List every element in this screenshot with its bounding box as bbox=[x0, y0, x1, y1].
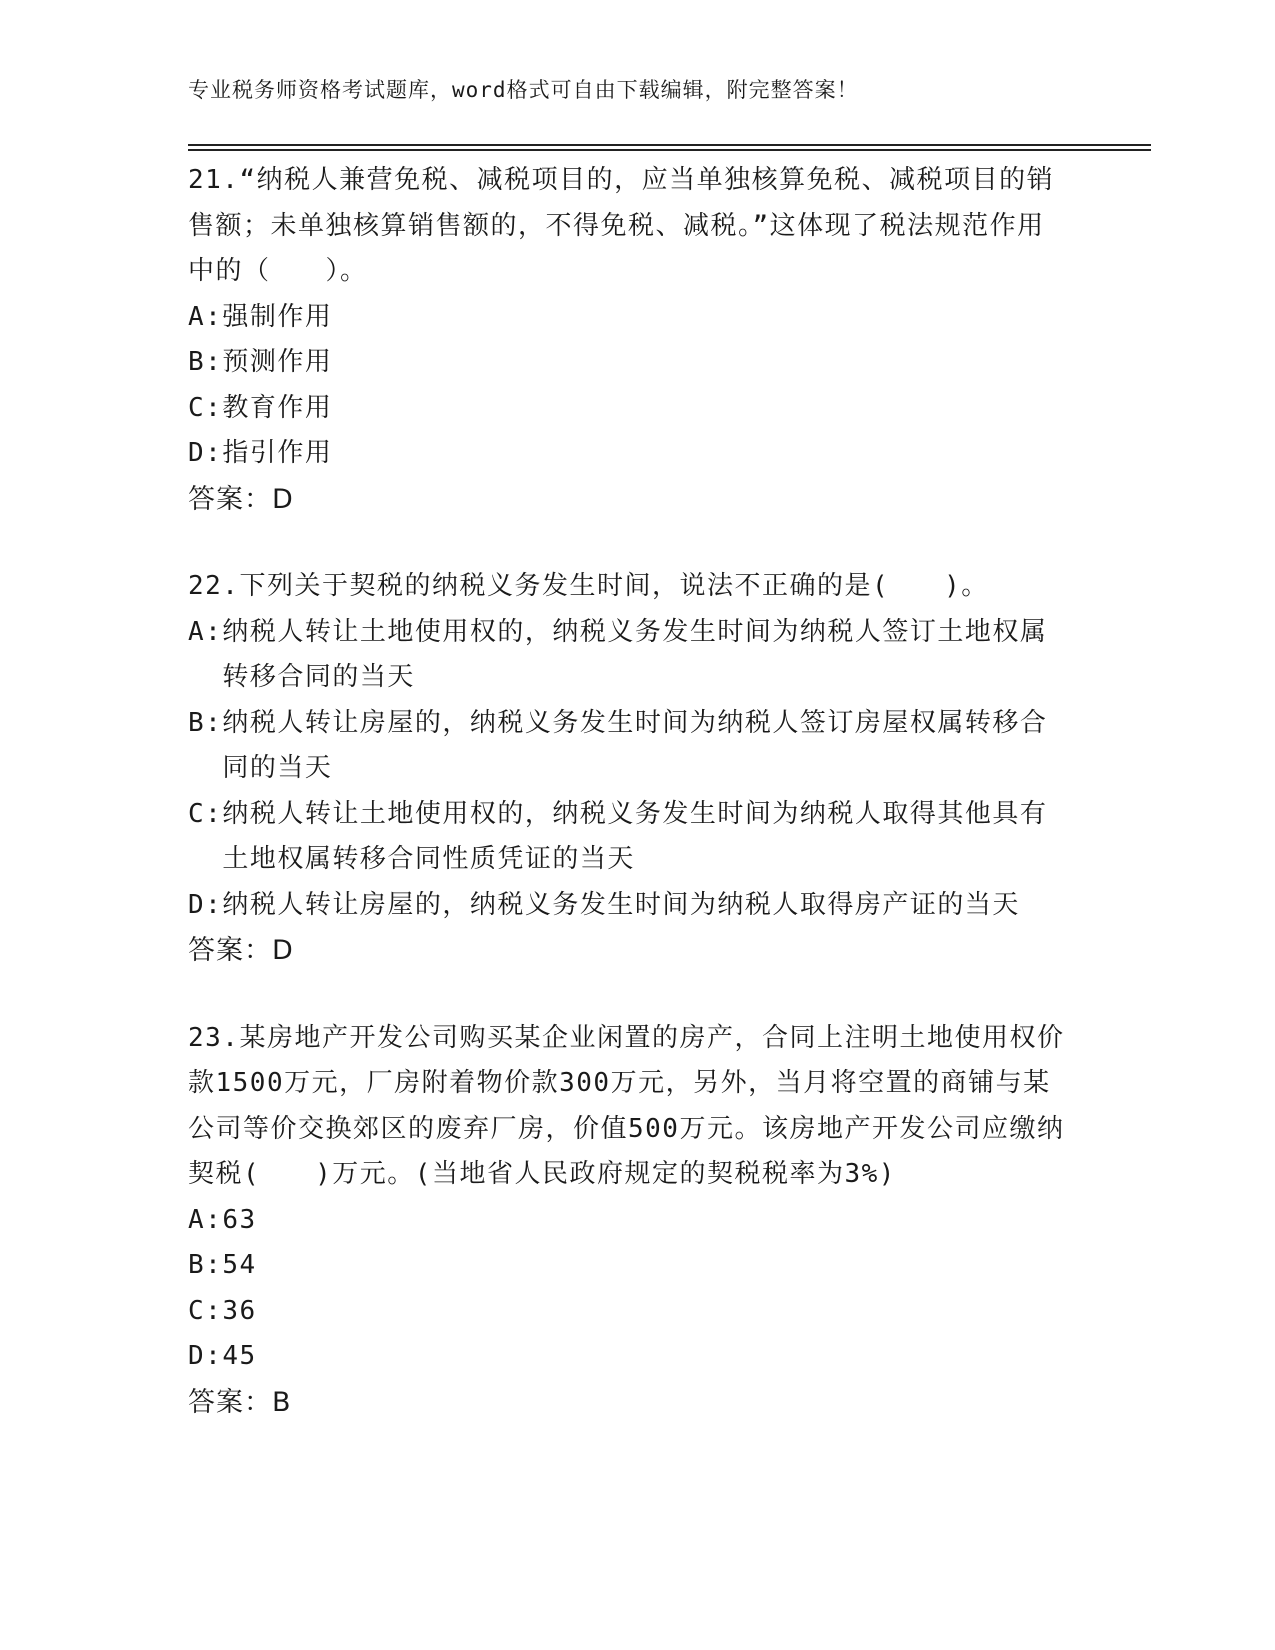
header-rule-bottom bbox=[188, 149, 1151, 151]
option-a bbox=[188, 295, 1068, 341]
question-stem: 22.下列关于契税的纳税义务发生时间，说法不正确的是( )。 bbox=[188, 571, 989, 601]
option-c bbox=[188, 386, 1068, 432]
option-text: 纳税人转让土地使用权的，纳税义务发生时间为纳税人签订土地权属转移合同的当天 bbox=[222, 616, 1048, 692]
question-22 bbox=[188, 564, 1068, 974]
option-text: 36 bbox=[222, 1295, 257, 1326]
option-c bbox=[188, 1289, 1068, 1335]
question-list bbox=[188, 158, 1068, 1467]
option-text: 45 bbox=[222, 1341, 257, 1371]
option-text: 54 bbox=[222, 1250, 257, 1280]
answer-line: 答案：D bbox=[188, 483, 294, 515]
question-21 bbox=[188, 158, 1068, 522]
option-list bbox=[188, 610, 1068, 929]
option-b bbox=[188, 1243, 1068, 1289]
option-letter: C: bbox=[188, 798, 223, 829]
option-c bbox=[188, 792, 1068, 883]
option-letter: A: bbox=[188, 616, 223, 647]
option-letter: D: bbox=[188, 1341, 223, 1371]
option-text: 教育作用 bbox=[222, 392, 333, 423]
option-letter: D: bbox=[188, 889, 223, 920]
option-letter: B: bbox=[188, 1250, 223, 1280]
option-text: 纳税人转让房屋的，纳税义务发生时间为纳税人签订房屋权属转移合同的当天 bbox=[222, 707, 1048, 783]
option-b bbox=[188, 340, 1068, 386]
option-text: 指引作用 bbox=[222, 438, 333, 468]
option-text: 纳税人转让土地使用权的，纳税义务发生时间为纳税人取得其他具有土地权属转移合同性质凭证的当天 bbox=[222, 798, 1048, 874]
option-list bbox=[188, 1198, 1068, 1380]
question-stem: 21.“纳税人兼营免税、减税项目的，应当单独核算免税、减税项目的销售额；未单独核算销售额的，不得免税、减税。”这体现了税法规范作用中的（ ）。 bbox=[188, 165, 1055, 286]
option-b bbox=[188, 701, 1068, 792]
question-23 bbox=[188, 1016, 1068, 1426]
page-header: 专业税务师资格考试题库，word格式可自由下载编辑，附完整答案！ bbox=[188, 78, 859, 102]
option-a bbox=[188, 1198, 1068, 1244]
option-a bbox=[188, 610, 1068, 701]
option-text: 强制作用 bbox=[222, 301, 333, 332]
option-d bbox=[188, 883, 1068, 929]
option-list bbox=[188, 295, 1068, 477]
answer-line: 答案：D bbox=[188, 935, 294, 966]
option-d bbox=[188, 1334, 1068, 1380]
option-letter: B: bbox=[188, 707, 223, 738]
option-text: 预测作用 bbox=[222, 347, 333, 377]
option-d bbox=[188, 431, 1068, 477]
question-stem: 23.某房地产开发公司购买某企业闲置的房产，合同上注明土地使用权价款1500万元，厂房附着物价款300万元，另外，当月将空置的商铺与某公司等价交换郊区的废弃厂房，价值500万元。该房地产开发公司应缴纳契税( )万元。(当地省人民政府规定的契税税率为3%) bbox=[188, 1022, 1065, 1189]
option-letter: A: bbox=[188, 1204, 223, 1235]
option-text: 63 bbox=[222, 1204, 257, 1235]
option-letter: D: bbox=[188, 438, 223, 468]
answer-line: 答案：B bbox=[188, 1386, 292, 1418]
option-letter: B: bbox=[188, 347, 223, 377]
option-letter: C: bbox=[188, 392, 223, 423]
header-rule-top bbox=[188, 144, 1151, 146]
option-text: 纳税人转让房屋的，纳税义务发生时间为纳税人取得房产证的当天 bbox=[222, 889, 1020, 920]
option-letter: C: bbox=[188, 1295, 223, 1326]
option-letter: A: bbox=[188, 301, 223, 332]
